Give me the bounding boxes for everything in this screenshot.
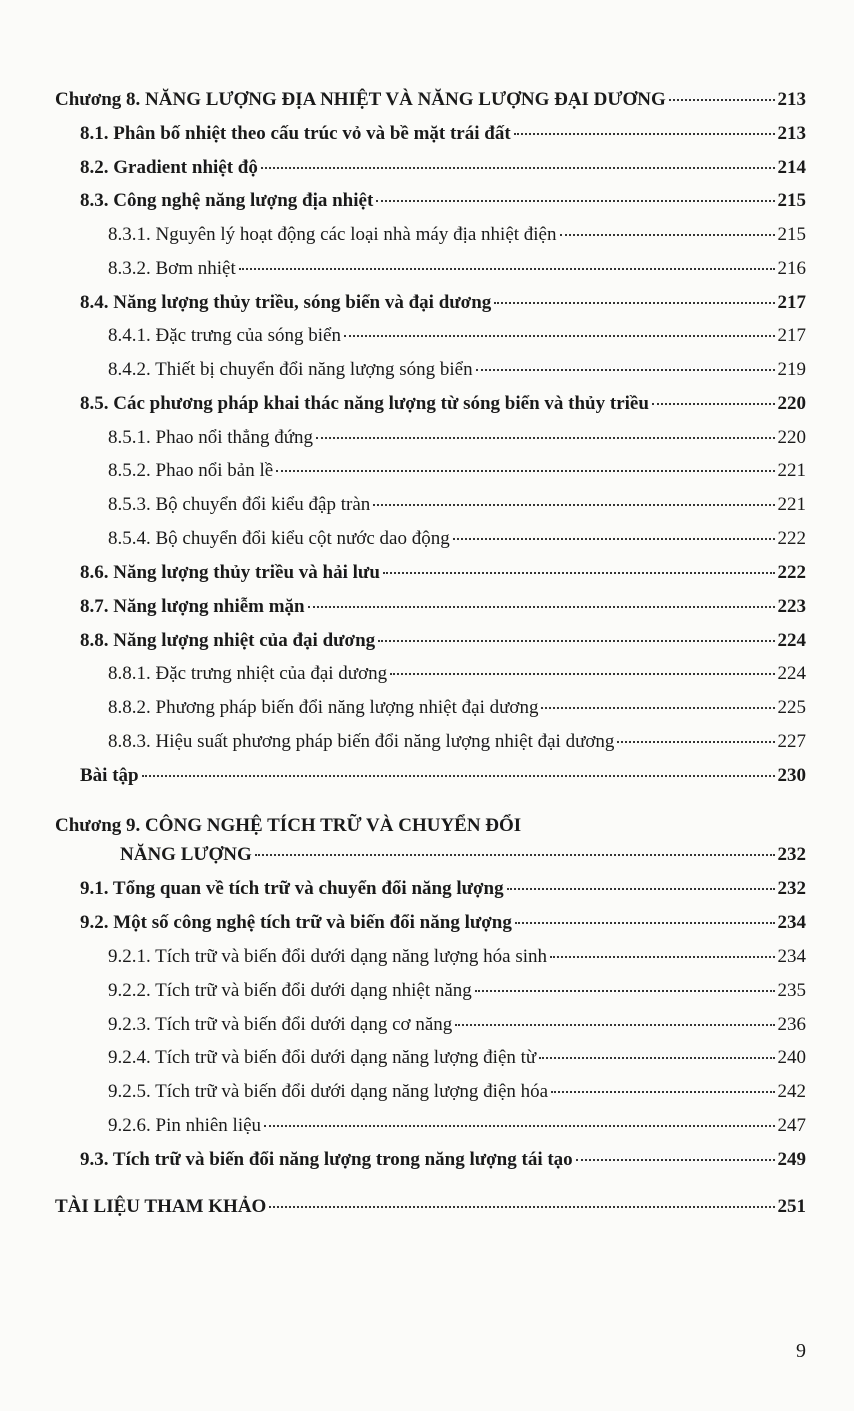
toc-page: 235 [777, 980, 806, 1001]
dot-leader [515, 922, 775, 924]
toc-label: 8.8.1. Đặc trưng nhiệt của đại dương [108, 663, 388, 684]
toc-label: 8.5.4. Bộ chuyển đổi kiểu cột nước dao động [108, 528, 450, 549]
toc-entry[interactable] [108, 1080, 806, 1104]
toc-entry[interactable] [108, 358, 806, 382]
toc-page: 227 [777, 731, 806, 752]
toc-entry[interactable] [80, 629, 806, 653]
dot-leader [142, 775, 775, 777]
dot-leader [576, 1159, 775, 1161]
toc-entry[interactable] [108, 1114, 806, 1138]
toc-label: 8.5.3. Bộ chuyển đổi kiểu đập tràn [108, 494, 371, 515]
toc-page: 222 [777, 562, 806, 583]
toc-label: 8.8.2. Phương pháp biến đổi năng lượng nhiệt đại dương [108, 697, 539, 718]
toc-entry[interactable] [108, 527, 806, 551]
toc-label: 8.4. Năng lượng thủy triều, sóng biển và đại dương [80, 292, 492, 313]
dot-leader [551, 1091, 774, 1093]
toc-page: 225 [777, 697, 806, 718]
toc-page: 217 [777, 325, 806, 346]
toc-entry[interactable] [80, 764, 806, 788]
toc-label: NĂNG LƯỢNG [120, 844, 252, 865]
toc-page: 214 [777, 157, 806, 178]
page-number: 9 [796, 1340, 806, 1362]
toc-references[interactable] [55, 1195, 806, 1219]
toc-label: 8.2. Gradient nhiệt độ [80, 157, 258, 178]
toc-page: 224 [777, 663, 806, 684]
toc-page: 220 [777, 427, 806, 448]
dot-leader [373, 504, 774, 506]
dot-leader [344, 335, 775, 337]
dot-leader [308, 606, 775, 608]
dot-leader [455, 1024, 774, 1026]
dot-leader [539, 1057, 774, 1059]
toc-page: 242 [777, 1081, 806, 1102]
dot-leader [378, 640, 774, 642]
dot-leader [669, 99, 775, 101]
dot-leader [514, 133, 775, 135]
toc-entry[interactable] [108, 979, 806, 1003]
toc-page: 216 [777, 258, 806, 279]
toc-page: 222 [777, 528, 806, 549]
toc-label: 9.2.1. Tích trữ và biến đổi dưới dạng năng lượng hóa sinh [108, 946, 548, 967]
dot-leader [316, 437, 774, 439]
toc-entry[interactable] [108, 1046, 806, 1070]
toc-label: 8.4.2. Thiết bị chuyển đổi năng lượng sóng biển [108, 359, 473, 380]
toc-entry[interactable] [80, 392, 806, 416]
toc-label: 8.1. Phân bố nhiệt theo cấu trúc vỏ và bề mặt trái đất [80, 123, 511, 144]
toc-label: 9.2. Một số công nghệ tích trữ và biến đổi năng lượng [80, 912, 512, 933]
toc-page: 232 [777, 878, 806, 899]
toc-label: 9.1. Tổng quan về tích trữ và chuyển đổi năng lượng [80, 878, 504, 899]
dot-leader [560, 234, 775, 236]
toc-label: 9.3. Tích trữ và biến đổi năng lượng trong năng lượng tái tạo [80, 1149, 573, 1170]
dot-leader [261, 167, 775, 169]
toc-chapter-8[interactable] [55, 88, 806, 112]
toc-entry[interactable] [80, 156, 806, 180]
toc-entry[interactable] [108, 945, 806, 969]
toc-entry[interactable] [80, 189, 806, 213]
toc-page: 221 [777, 460, 806, 481]
toc-label: 8.6. Năng lượng thủy triều và hải lưu [80, 562, 380, 583]
dot-leader [264, 1125, 774, 1127]
toc-entry[interactable] [108, 223, 806, 247]
toc-label: 8.8.3. Hiệu suất phương pháp biến đổi năng lượng nhiệt đại dương [108, 731, 615, 752]
toc-label: 8.5. Các phương pháp khai thác năng lượng từ sóng biển và thủy triều [80, 393, 649, 414]
toc-page: 249 [777, 1149, 806, 1170]
toc-label: 9.2.5. Tích trữ và biến đổi dưới dạng năng lượng điện hóa [108, 1081, 549, 1102]
dot-leader [239, 268, 775, 270]
toc-entry[interactable] [108, 459, 806, 483]
toc-entry[interactable] [108, 426, 806, 450]
toc-page: 234 [777, 946, 806, 967]
toc-page: 236 [777, 1014, 806, 1035]
toc-entry[interactable] [108, 257, 806, 281]
toc-label: Chương 8. NĂNG LƯỢNG ĐỊA NHIỆT VÀ NĂNG LƯỢNG ĐẠI DƯƠNG [55, 89, 666, 110]
toc-chapter-9[interactable] [120, 843, 806, 867]
toc-page: 213 [777, 89, 806, 110]
toc-label: 8.3. Công nghệ năng lượng địa nhiệt [80, 190, 374, 211]
toc-label: 8.4.1. Đặc trưng của sóng biển [108, 325, 341, 346]
toc-entry[interactable] [108, 1013, 806, 1037]
toc-page: 240 [777, 1047, 806, 1068]
toc-label: 9.2.4. Tích trữ và biến đổi dưới dạng năng lượng điện từ [108, 1047, 537, 1068]
toc-page: 220 [777, 393, 806, 414]
dot-leader [507, 888, 775, 890]
toc-label: Chương 9. CÔNG NGHỆ TÍCH TRỮ VÀ CHUYỂN ĐỔI [55, 815, 522, 836]
toc-page: 223 [777, 596, 806, 617]
toc-entry[interactable] [80, 1148, 806, 1172]
dot-leader [652, 403, 775, 405]
dot-leader [383, 572, 775, 574]
toc-label: 9.2.6. Pin nhiên liệu [108, 1115, 262, 1136]
toc-entry[interactable] [80, 877, 806, 901]
dot-leader [475, 990, 775, 992]
toc-entry[interactable] [108, 730, 806, 754]
toc-entry[interactable] [108, 662, 806, 686]
dot-leader [617, 741, 774, 743]
toc-page: 219 [777, 359, 806, 380]
toc-page: 215 [777, 224, 806, 245]
toc-label: 8.5.1. Phao nổi thẳng đứng [108, 427, 314, 448]
toc-entry[interactable] [108, 324, 806, 348]
toc-entry[interactable] [80, 911, 806, 935]
dot-leader [541, 707, 774, 709]
toc-entry[interactable] [80, 561, 806, 585]
toc-entry[interactable] [80, 595, 806, 619]
toc-label: 8.5.2. Phao nổi bản lề [108, 460, 274, 481]
toc-entry[interactable] [108, 696, 806, 720]
toc-entry[interactable] [108, 493, 806, 517]
toc-label: TÀI LIỆU THAM KHẢO [55, 1196, 267, 1217]
dot-leader [476, 369, 775, 371]
toc-page: 251 [777, 1196, 806, 1217]
dot-leader [494, 302, 774, 304]
toc-label: 9.2.2. Tích trữ và biến đổi dưới dạng nhiệt năng [108, 980, 472, 1001]
toc-page: 232 [777, 844, 806, 865]
dot-leader [255, 854, 775, 856]
toc-label: 8.3.1. Nguyên lý hoạt động các loại nhà máy địa nhiệt điện [108, 224, 557, 245]
dot-leader [453, 538, 775, 540]
toc-label: Bài tập [80, 765, 139, 786]
toc-page: 247 [777, 1115, 806, 1136]
toc-chapter-9-line1[interactable] [55, 814, 521, 838]
dot-leader [390, 673, 774, 675]
toc-entry[interactable] [80, 291, 806, 315]
dot-leader [376, 200, 774, 202]
toc-page: 215 [777, 190, 806, 211]
toc-page: 213 [777, 123, 806, 144]
dot-leader [269, 1206, 774, 1208]
toc-page: 224 [777, 630, 806, 651]
toc-label: 8.7. Năng lượng nhiễm mặn [80, 596, 305, 617]
toc-page: 230 [777, 765, 806, 786]
toc-label: 9.2.3. Tích trữ và biến đổi dưới dạng cơ năng [108, 1014, 453, 1035]
toc-label: 8.3.2. Bơm nhiệt [108, 258, 236, 279]
toc-page: 221 [777, 494, 806, 515]
dot-leader [276, 470, 774, 472]
toc-label: 8.8. Năng lượng nhiệt của đại dương [80, 630, 376, 651]
toc-entry[interactable] [80, 122, 806, 146]
dot-leader [550, 956, 774, 958]
toc-page: 234 [777, 912, 806, 933]
toc-page: 217 [777, 292, 806, 313]
